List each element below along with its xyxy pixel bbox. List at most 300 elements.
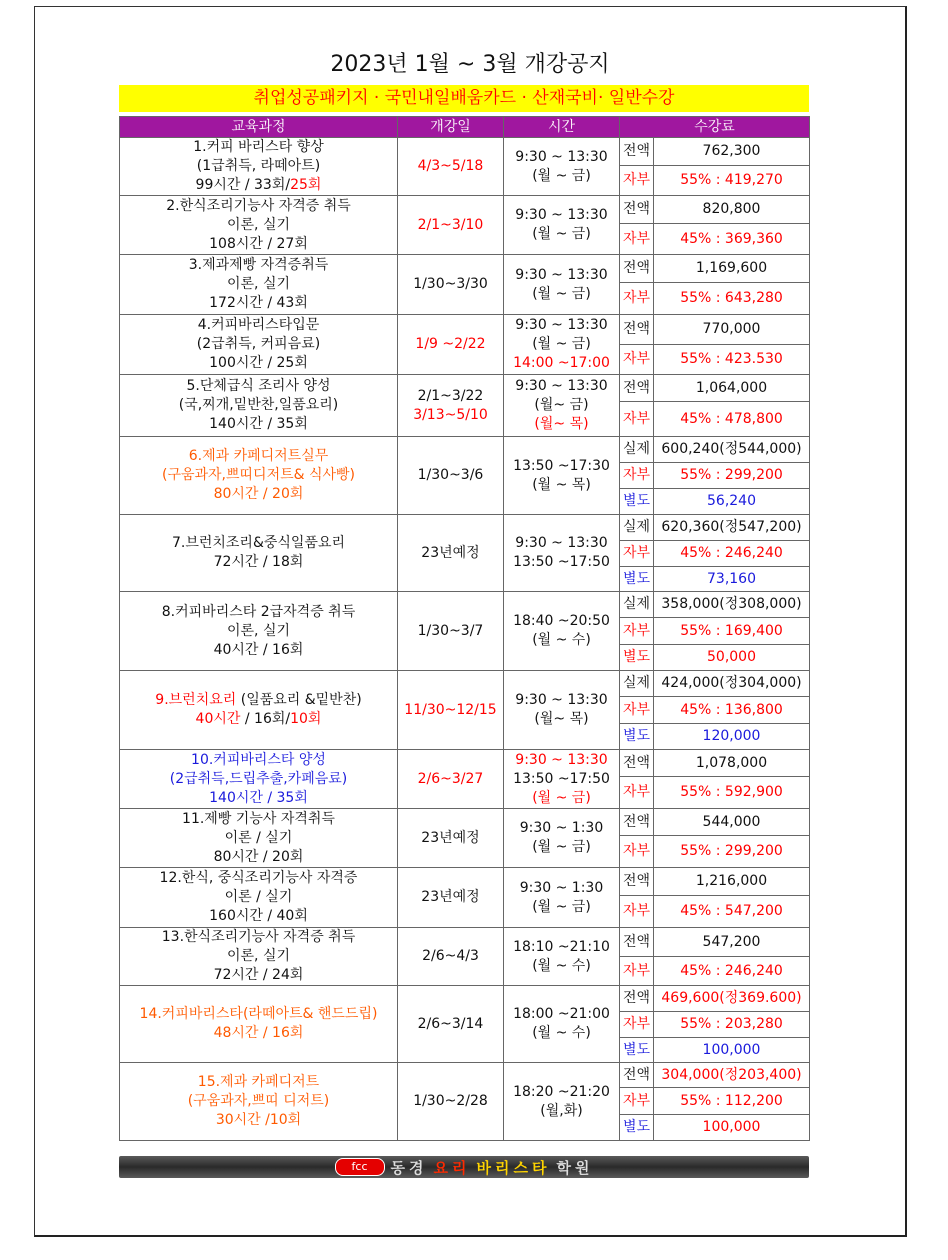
text-segment: 9:30 ~ 1:30: [519, 879, 604, 896]
text-line: [398, 947, 503, 966]
class-time-cell: [504, 375, 620, 437]
text-segment: 11/30~12/15: [404, 701, 497, 718]
class-time-cell: [504, 809, 620, 868]
fee-amount: 45% : 478,800: [654, 402, 810, 437]
fee-type: 전액: [620, 315, 654, 345]
text-segment: 72시간 / 18회: [213, 554, 304, 570]
logo-word: 학원: [556, 1158, 594, 1177]
text-line: [120, 1005, 397, 1024]
text-segment: (월 ~ 금): [532, 789, 591, 806]
text-line: [398, 157, 503, 176]
course-row: [120, 196, 810, 224]
text-segment: 18:10 ~21:10: [513, 938, 610, 955]
fee-amount: 55% : 299,200: [654, 463, 810, 489]
fee-type: 자부: [620, 957, 654, 986]
fee-type: 자부: [620, 777, 654, 809]
text-line: [120, 256, 397, 275]
text-line: [120, 947, 397, 966]
text-line: [504, 285, 619, 304]
text-segment: (월 ~ 금): [532, 336, 591, 352]
fee-amount: 45% : 136,800: [654, 697, 810, 724]
text-segment: (일품요리 &밑반찬): [236, 692, 362, 708]
text-line: [504, 266, 619, 285]
text-line: [398, 216, 503, 235]
table-header-row: [120, 117, 810, 138]
fee-amount: 50,000: [654, 645, 810, 671]
text-segment: 18:20 ~21:20: [513, 1083, 610, 1100]
text-segment: 2.한식조리기능사 자격증 취득: [166, 197, 351, 214]
text-line: [120, 534, 397, 553]
fee-amount: 45% : 547,200: [654, 896, 810, 928]
fee-type: 자부: [620, 896, 654, 928]
start-date-cell: [398, 315, 504, 375]
text-line: [504, 1083, 619, 1102]
course-row: [120, 515, 810, 541]
text-segment: (월 ~ 목): [532, 476, 591, 493]
fee-type: 전액: [620, 809, 654, 836]
fee-amount: 424,000(정304,000): [654, 671, 810, 697]
fee-type: 전액: [620, 375, 654, 402]
text-line: [120, 447, 397, 466]
text-line: [120, 294, 397, 313]
text-line: [120, 641, 397, 660]
text-segment: 13.한식조리기능사 자격증 취득: [161, 929, 356, 945]
program-banner: 취업성공패키지 · 국민내일배움카드 · 산재국비· 일반수강: [119, 85, 809, 112]
text-line: [504, 354, 619, 373]
text-line: [504, 631, 619, 650]
fee-type: 별도: [620, 1115, 654, 1141]
fee-type: 실제: [620, 437, 654, 463]
text-segment: 9:30 ~ 1:30: [519, 820, 604, 836]
text-segment: 18:40 ~20:50: [513, 613, 610, 629]
text-segment: 15.제과 카페디저트: [197, 1074, 320, 1090]
text-line: [120, 216, 397, 235]
text-segment: 9.브런치요리: [155, 692, 237, 708]
text-line: [120, 1024, 397, 1043]
text-segment: 23년예정: [421, 544, 480, 561]
fee-amount: 45% : 369,360: [654, 224, 810, 255]
text-segment: 13:50 ~17:50: [513, 554, 610, 570]
text-segment: / 16회/: [240, 711, 291, 727]
text-segment: 이론 / 실기: [224, 829, 293, 846]
text-segment: 5.단체급식 조리사 양성: [186, 378, 331, 394]
course-row: [120, 315, 810, 345]
text-line: [504, 316, 619, 335]
text-segment: 4.커피바리스타입문: [197, 317, 320, 333]
fee-type: 자부: [620, 224, 654, 255]
text-segment: (월 ~ 수): [532, 632, 591, 648]
fee-amount: 55% : 203,280: [654, 1012, 810, 1038]
class-time-cell: [504, 868, 620, 928]
text-line: [120, 603, 397, 622]
fee-amount: 762,300: [654, 138, 810, 166]
course-name-cell: [120, 592, 398, 671]
text-segment: 2/6~3/27: [417, 770, 484, 787]
text-segment: 6.제과 카페디저트실무: [188, 448, 329, 464]
text-line: [398, 387, 503, 406]
course-name-cell: [120, 138, 398, 196]
text-segment: 25회: [290, 177, 322, 193]
text-segment: (1급취득, 라떼아트): [196, 158, 321, 174]
text-line: [120, 415, 397, 434]
text-segment: 9:30 ~ 13:30: [515, 692, 608, 708]
class-time-cell: [504, 1063, 620, 1141]
text-segment: 72시간 / 24회: [213, 967, 304, 983]
text-segment: 이론, 실기: [227, 276, 290, 292]
course-row: [120, 1063, 810, 1088]
text-line: [504, 770, 619, 789]
fee-amount: 55% : 419,270: [654, 165, 810, 195]
text-line: [504, 789, 619, 808]
text-line: [504, 457, 619, 476]
text-line: [120, 197, 397, 216]
text-line: [504, 396, 619, 415]
start-date-cell: [398, 868, 504, 928]
fee-type: 실제: [620, 592, 654, 618]
text-line: [120, 1073, 397, 1092]
course-row: [120, 986, 810, 1012]
course-name-cell: [120, 671, 398, 750]
text-segment: 2/6~4/3: [422, 948, 479, 964]
fee-type: 실제: [620, 671, 654, 697]
text-segment: 9:30 ~ 13:30: [515, 148, 608, 165]
fee-type: 전액: [620, 868, 654, 896]
text-segment: (월~ 목): [534, 416, 589, 432]
text-line: [120, 751, 397, 770]
logo-word: 바리스타: [476, 1158, 551, 1177]
text-line: [120, 789, 397, 808]
text-line: [398, 335, 503, 354]
text-line: [504, 415, 619, 434]
fee-amount: 55% : 592,900: [654, 777, 810, 809]
start-date-cell: [398, 255, 504, 315]
text-segment: (구움과자,쁘띠 디저트): [187, 1093, 330, 1109]
text-segment: (월 ~ 금): [532, 226, 591, 242]
fee-type: 자부: [620, 541, 654, 567]
text-segment: 9:30 ~ 13:30: [515, 266, 608, 283]
text-line: [120, 810, 397, 829]
fee-amount: 55% : 169,400: [654, 618, 810, 645]
class-time-cell: [504, 750, 620, 809]
fee-amount: 620,360(정547,200): [654, 515, 810, 541]
fee-amount: 820,800: [654, 196, 810, 224]
text-segment: 14:00 ~17:00: [513, 355, 610, 371]
text-segment: 40시간: [195, 711, 241, 727]
text-line: [398, 770, 503, 789]
class-time-cell: [504, 437, 620, 515]
text-segment: 3.제과제빵 자격증취득: [188, 257, 329, 273]
text-segment: (월 ~ 수): [532, 957, 591, 974]
text-segment: 이론, 실기: [227, 948, 290, 964]
text-segment: 2/1~3/22: [417, 387, 484, 404]
course-row: [120, 809, 810, 836]
text-segment: 1/30~2/28: [413, 1093, 488, 1109]
fee-type: 자부: [620, 345, 654, 375]
course-name-cell: [120, 255, 398, 315]
fee-type: 별도: [620, 489, 654, 515]
text-line: [120, 966, 397, 985]
fee-type: 전액: [620, 750, 654, 777]
text-segment: (월 ~ 금): [532, 839, 591, 855]
text-line: [120, 829, 397, 848]
text-segment: 9:30 ~ 13:30: [515, 535, 608, 551]
text-line: [504, 1102, 619, 1121]
text-segment: 80시간 / 20회: [213, 848, 304, 865]
text-segment: 140시간 / 35회: [209, 416, 308, 432]
course-row: [120, 375, 810, 402]
class-time-cell: [504, 928, 620, 986]
text-line: [504, 879, 619, 898]
course-row: [120, 592, 810, 618]
text-line: [504, 751, 619, 770]
fee-amount: 1,064,000: [654, 375, 810, 402]
text-line: [120, 553, 397, 572]
text-line: [504, 377, 619, 396]
fee-type: 전액: [620, 138, 654, 166]
text-line: [120, 176, 397, 195]
text-segment: 99시간 / 33회/: [195, 177, 291, 193]
text-line: [504, 476, 619, 495]
text-segment: (월 ~ 금): [532, 285, 591, 302]
course-name-cell: [120, 986, 398, 1063]
start-date-cell: [398, 138, 504, 196]
fee-amount: 45% : 246,240: [654, 957, 810, 986]
text-line: [120, 848, 397, 867]
class-time-cell: [504, 315, 620, 375]
course-row: [120, 437, 810, 463]
text-segment: 13:50 ~17:30: [513, 457, 610, 474]
text-line: [398, 275, 503, 294]
text-segment: 이론, 실기: [227, 622, 290, 639]
text-segment: (월~ 목): [534, 711, 589, 727]
course-name-cell: [120, 1063, 398, 1141]
logo-word: 요리: [433, 1158, 471, 1177]
start-date-cell: [398, 671, 504, 750]
text-line: [120, 1092, 397, 1111]
text-segment: 12.한식, 중식조리기능사 자격증: [159, 870, 358, 886]
fee-amount: 45% : 246,240: [654, 541, 810, 567]
start-date-cell: [398, 196, 504, 255]
text-line: [120, 377, 397, 396]
course-name-cell: [120, 515, 398, 592]
start-date-cell: [398, 986, 504, 1063]
text-line: [120, 396, 397, 415]
course-name-cell: [120, 437, 398, 515]
text-line: [120, 485, 397, 504]
text-segment: 140시간 / 35회: [209, 789, 308, 806]
header-time: 시간: [504, 117, 620, 138]
fee-type: 별도: [620, 724, 654, 750]
text-line: [504, 957, 619, 976]
text-line: [120, 354, 397, 373]
text-segment: (월~ 금): [534, 397, 589, 413]
text-line: [398, 1015, 503, 1034]
fee-amount: 100,000: [654, 1115, 810, 1141]
text-segment: (월 ~ 금): [532, 167, 591, 184]
fee-type: 실제: [620, 515, 654, 541]
start-date-cell: [398, 437, 504, 515]
fee-amount: 1,216,000: [654, 868, 810, 896]
text-segment: 이론, 실기: [227, 216, 290, 233]
fee-amount: 100,000: [654, 1038, 810, 1063]
text-segment: 7.브런치조리&중식일품요리: [171, 535, 346, 551]
text-line: [398, 406, 503, 425]
fee-amount: 547,200: [654, 928, 810, 957]
text-line: [120, 907, 397, 926]
class-time-cell: [504, 515, 620, 592]
text-line: [504, 1005, 619, 1024]
course-name-cell: [120, 196, 398, 255]
text-segment: 172시간 / 43회: [209, 295, 308, 311]
text-segment: (구움과자,쁘띠디저트& 식사빵): [161, 467, 356, 483]
text-segment: (2급취득, 커피음료): [196, 336, 321, 352]
start-date-cell: [398, 1063, 504, 1141]
fee-type: 전액: [620, 986, 654, 1012]
text-line: [398, 829, 503, 848]
fee-type: 자부: [620, 1012, 654, 1038]
course-row: [120, 750, 810, 777]
class-time-cell: [504, 671, 620, 750]
text-line: [504, 206, 619, 225]
start-date-cell: [398, 809, 504, 868]
header-start: 개강일: [398, 117, 504, 138]
text-segment: 9:30 ~ 13:30: [515, 207, 608, 223]
text-line: [120, 275, 397, 294]
class-time-cell: [504, 255, 620, 315]
text-segment: 10회: [290, 711, 322, 727]
text-segment: (2급취득,드립추출,카페음료): [169, 770, 348, 787]
text-segment: 2/6~3/14: [417, 1015, 484, 1032]
text-line: [504, 819, 619, 838]
text-line: [398, 888, 503, 907]
course-name-cell: [120, 928, 398, 986]
text-line: [120, 710, 397, 729]
text-segment: 이론 / 실기: [224, 889, 293, 905]
header-course: 교육과정: [120, 117, 398, 138]
start-date-cell: [398, 592, 504, 671]
start-date-cell: [398, 750, 504, 809]
class-time-cell: [504, 196, 620, 255]
text-line: [504, 838, 619, 857]
text-segment: (국,찌개,밑반찬,일품요리): [178, 397, 339, 413]
fee-type: 전액: [620, 1063, 654, 1088]
course-name-cell: [120, 375, 398, 437]
fee-amount: 1,078,000: [654, 750, 810, 777]
text-segment: 1/30~3/30: [413, 276, 488, 292]
logo-seal: fcc: [335, 1158, 385, 1176]
course-name-cell: [120, 809, 398, 868]
text-line: [504, 691, 619, 710]
course-row: [120, 928, 810, 957]
fee-type: 자부: [620, 697, 654, 724]
fee-amount: 770,000: [654, 315, 810, 345]
text-line: [504, 612, 619, 631]
text-segment: 1/9 ~2/22: [415, 336, 486, 352]
text-segment: 2/1~3/10: [417, 216, 484, 233]
text-line: [398, 1092, 503, 1111]
fee-amount: 120,000: [654, 724, 810, 750]
text-segment: 9:30 ~ 13:30: [515, 317, 608, 333]
text-line: [120, 335, 397, 354]
text-line: [120, 869, 397, 888]
fee-type: 자부: [620, 618, 654, 645]
text-segment: 11.제빵 기능사 자격취득: [182, 810, 335, 827]
text-line: [120, 770, 397, 789]
text-segment: 23년예정: [421, 829, 480, 846]
text-segment: 1/30~3/6: [417, 467, 484, 483]
text-line: [504, 1024, 619, 1043]
fee-type: 별도: [620, 1038, 654, 1063]
text-line: [120, 157, 397, 176]
text-line: [120, 691, 397, 710]
fee-amount: 55% : 423.530: [654, 345, 810, 375]
fee-amount: 55% : 112,200: [654, 1088, 810, 1115]
course-row: [120, 255, 810, 283]
text-line: [504, 148, 619, 167]
text-segment: 1/30~3/7: [417, 622, 484, 639]
text-line: [120, 138, 397, 157]
fee-amount: 469,600(정369.600): [654, 986, 810, 1012]
fee-type: 자부: [620, 402, 654, 437]
text-line: [504, 898, 619, 917]
class-time-cell: [504, 592, 620, 671]
text-segment: 80시간 / 20회: [213, 486, 304, 502]
text-segment: (월 ~ 금): [532, 898, 591, 915]
text-line: [120, 888, 397, 907]
text-segment: 8.커피바리스타 2급자격증 취득: [161, 603, 356, 620]
text-segment: 160시간 / 40회: [209, 908, 308, 924]
text-line: [120, 235, 397, 254]
start-date-cell: [398, 928, 504, 986]
fee-type: 별도: [620, 645, 654, 671]
text-segment: 30시간 /10회: [215, 1112, 302, 1128]
fee-type: 별도: [620, 567, 654, 592]
fee-type: 자부: [620, 463, 654, 489]
text-segment: (월,화): [540, 1102, 583, 1119]
text-line: [504, 938, 619, 957]
course-name-cell: [120, 315, 398, 375]
text-segment: 18:00 ~21:00: [513, 1006, 610, 1022]
text-segment: 40시간 / 16회: [213, 641, 304, 658]
text-line: [504, 710, 619, 729]
class-time-cell: [504, 986, 620, 1063]
text-line: [504, 534, 619, 553]
fee-type: 전액: [620, 255, 654, 283]
text-segment: 10.커피바리스타 양성: [191, 751, 326, 768]
fee-amount: 73,160: [654, 567, 810, 592]
start-date-cell: [398, 375, 504, 437]
text-segment: 13:50 ~17:50: [513, 770, 610, 787]
fee-amount: 544,000: [654, 809, 810, 836]
fee-type: 자부: [620, 836, 654, 868]
course-name-cell: [120, 868, 398, 928]
text-segment: 48시간 / 16회: [213, 1025, 304, 1041]
text-line: [120, 622, 397, 641]
text-segment: 4/3~5/18: [417, 158, 484, 174]
fee-amount: 56,240: [654, 489, 810, 515]
text-segment: (월 ~ 수): [532, 1025, 591, 1041]
fee-amount: 55% : 643,280: [654, 283, 810, 315]
text-segment: 23년예정: [421, 889, 480, 905]
fee-type: 전액: [620, 928, 654, 957]
fee-amount: 1,169,600: [654, 255, 810, 283]
text-line: [120, 1111, 397, 1130]
course-row: [120, 671, 810, 697]
schedule-body: [120, 138, 810, 1141]
text-segment: 1.커피 바리스타 향상: [193, 139, 324, 155]
fee-amount: 304,000(정203,400): [654, 1063, 810, 1088]
text-line: [504, 225, 619, 244]
